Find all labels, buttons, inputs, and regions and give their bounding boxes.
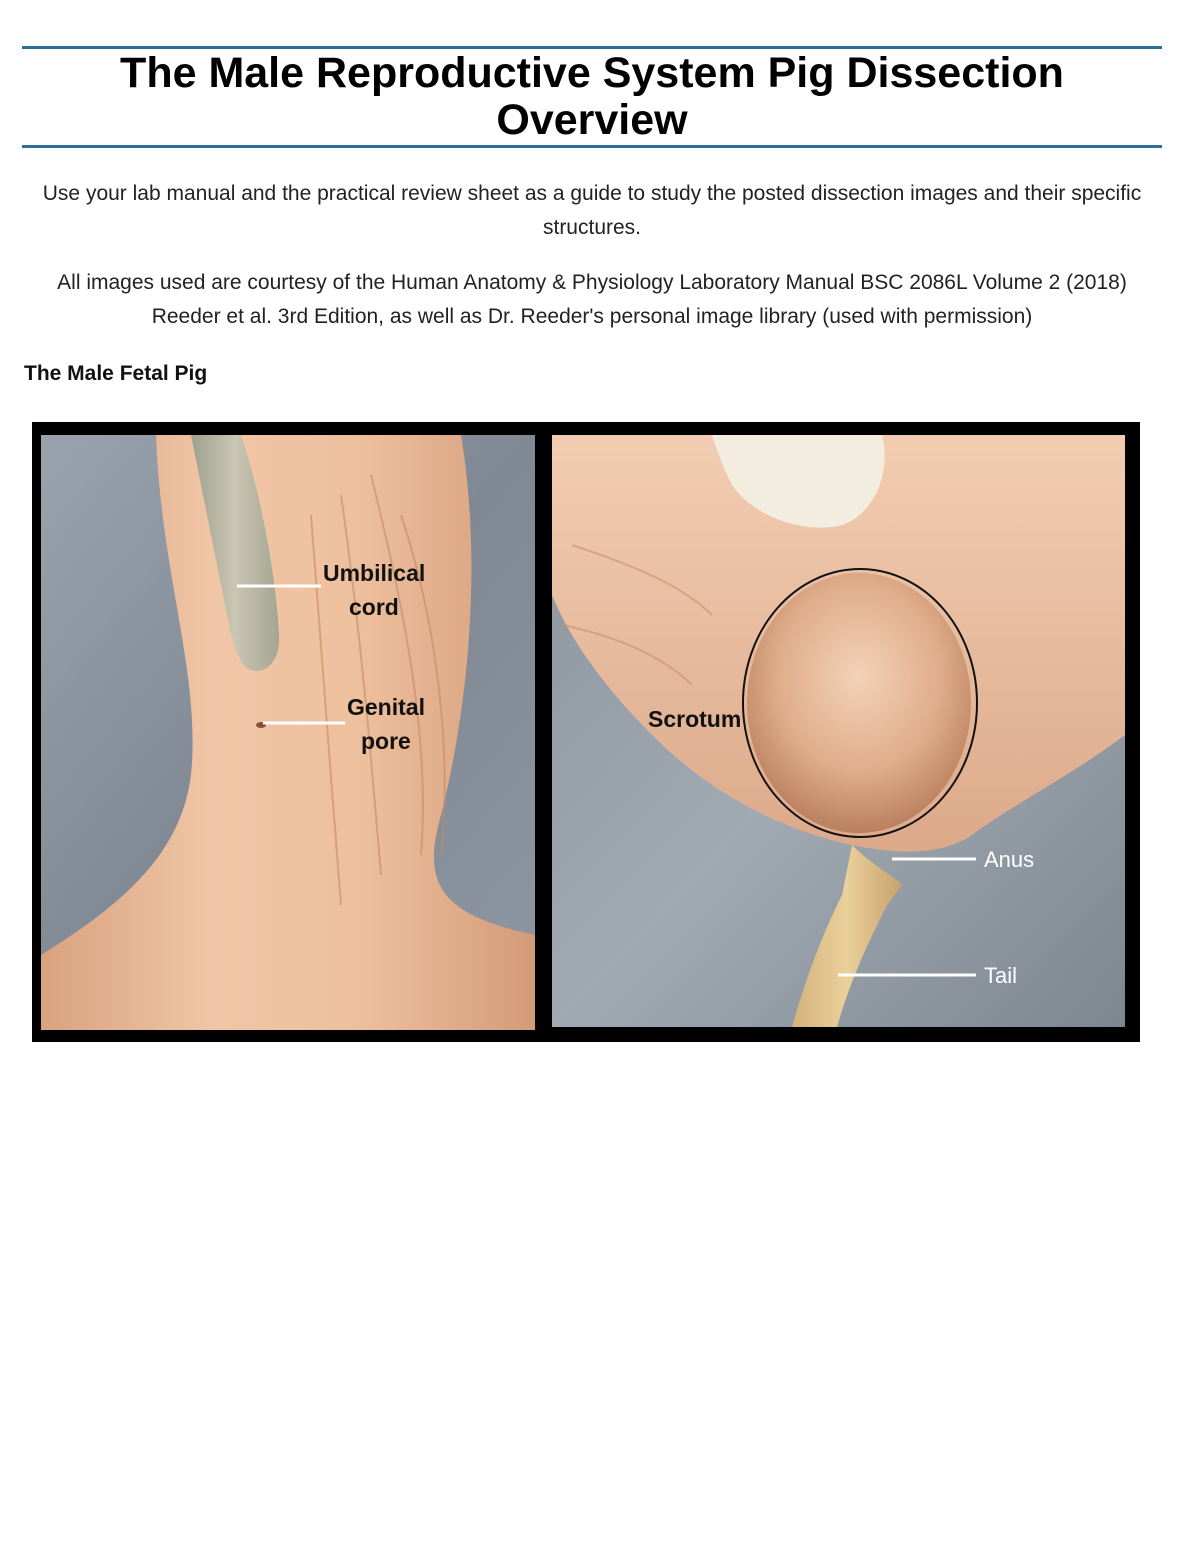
genital-pore-label-line2: pore <box>361 728 411 754</box>
scrotum-shape <box>747 573 971 833</box>
tail-label: Tail <box>984 963 1018 988</box>
title-bottom-rule <box>22 145 1162 148</box>
umbilical-cord-label-line1: Umbilical <box>323 560 426 586</box>
genital-pore-label-line1: Genital <box>347 694 425 720</box>
credit-paragraph: All images used are courtesy of the Human Anatomy & Physiology Laboratory Manual BSC 2086L Volume 2 (2018) Reeder et al. 3rd Edition, as well as Dr. Reeder's personal image library (used with permission) <box>57 271 1127 328</box>
scrotum-label: Scrotum <box>648 706 742 732</box>
right-photo-illustration <box>552 435 1125 1027</box>
title-line-1: The Male Reproductive System Pig Dissection <box>120 49 1064 97</box>
title-line-2: Overview <box>496 96 688 144</box>
anus-label: Anus <box>984 847 1035 872</box>
right-dissection-photo <box>552 435 1125 1027</box>
left-photo-illustration <box>41 435 535 1030</box>
intro-paragraph: Use your lab manual and the practical review sheet as a guide to study the posted dissection images and their specific structures. <box>42 182 1142 239</box>
left-dissection-photo <box>41 435 535 1030</box>
section-heading: The Male Fetal Pig <box>24 362 208 385</box>
page-title <box>22 50 1162 144</box>
dissection-figure <box>32 422 1140 1042</box>
umbilical-cord-label-line2: cord <box>349 594 399 620</box>
